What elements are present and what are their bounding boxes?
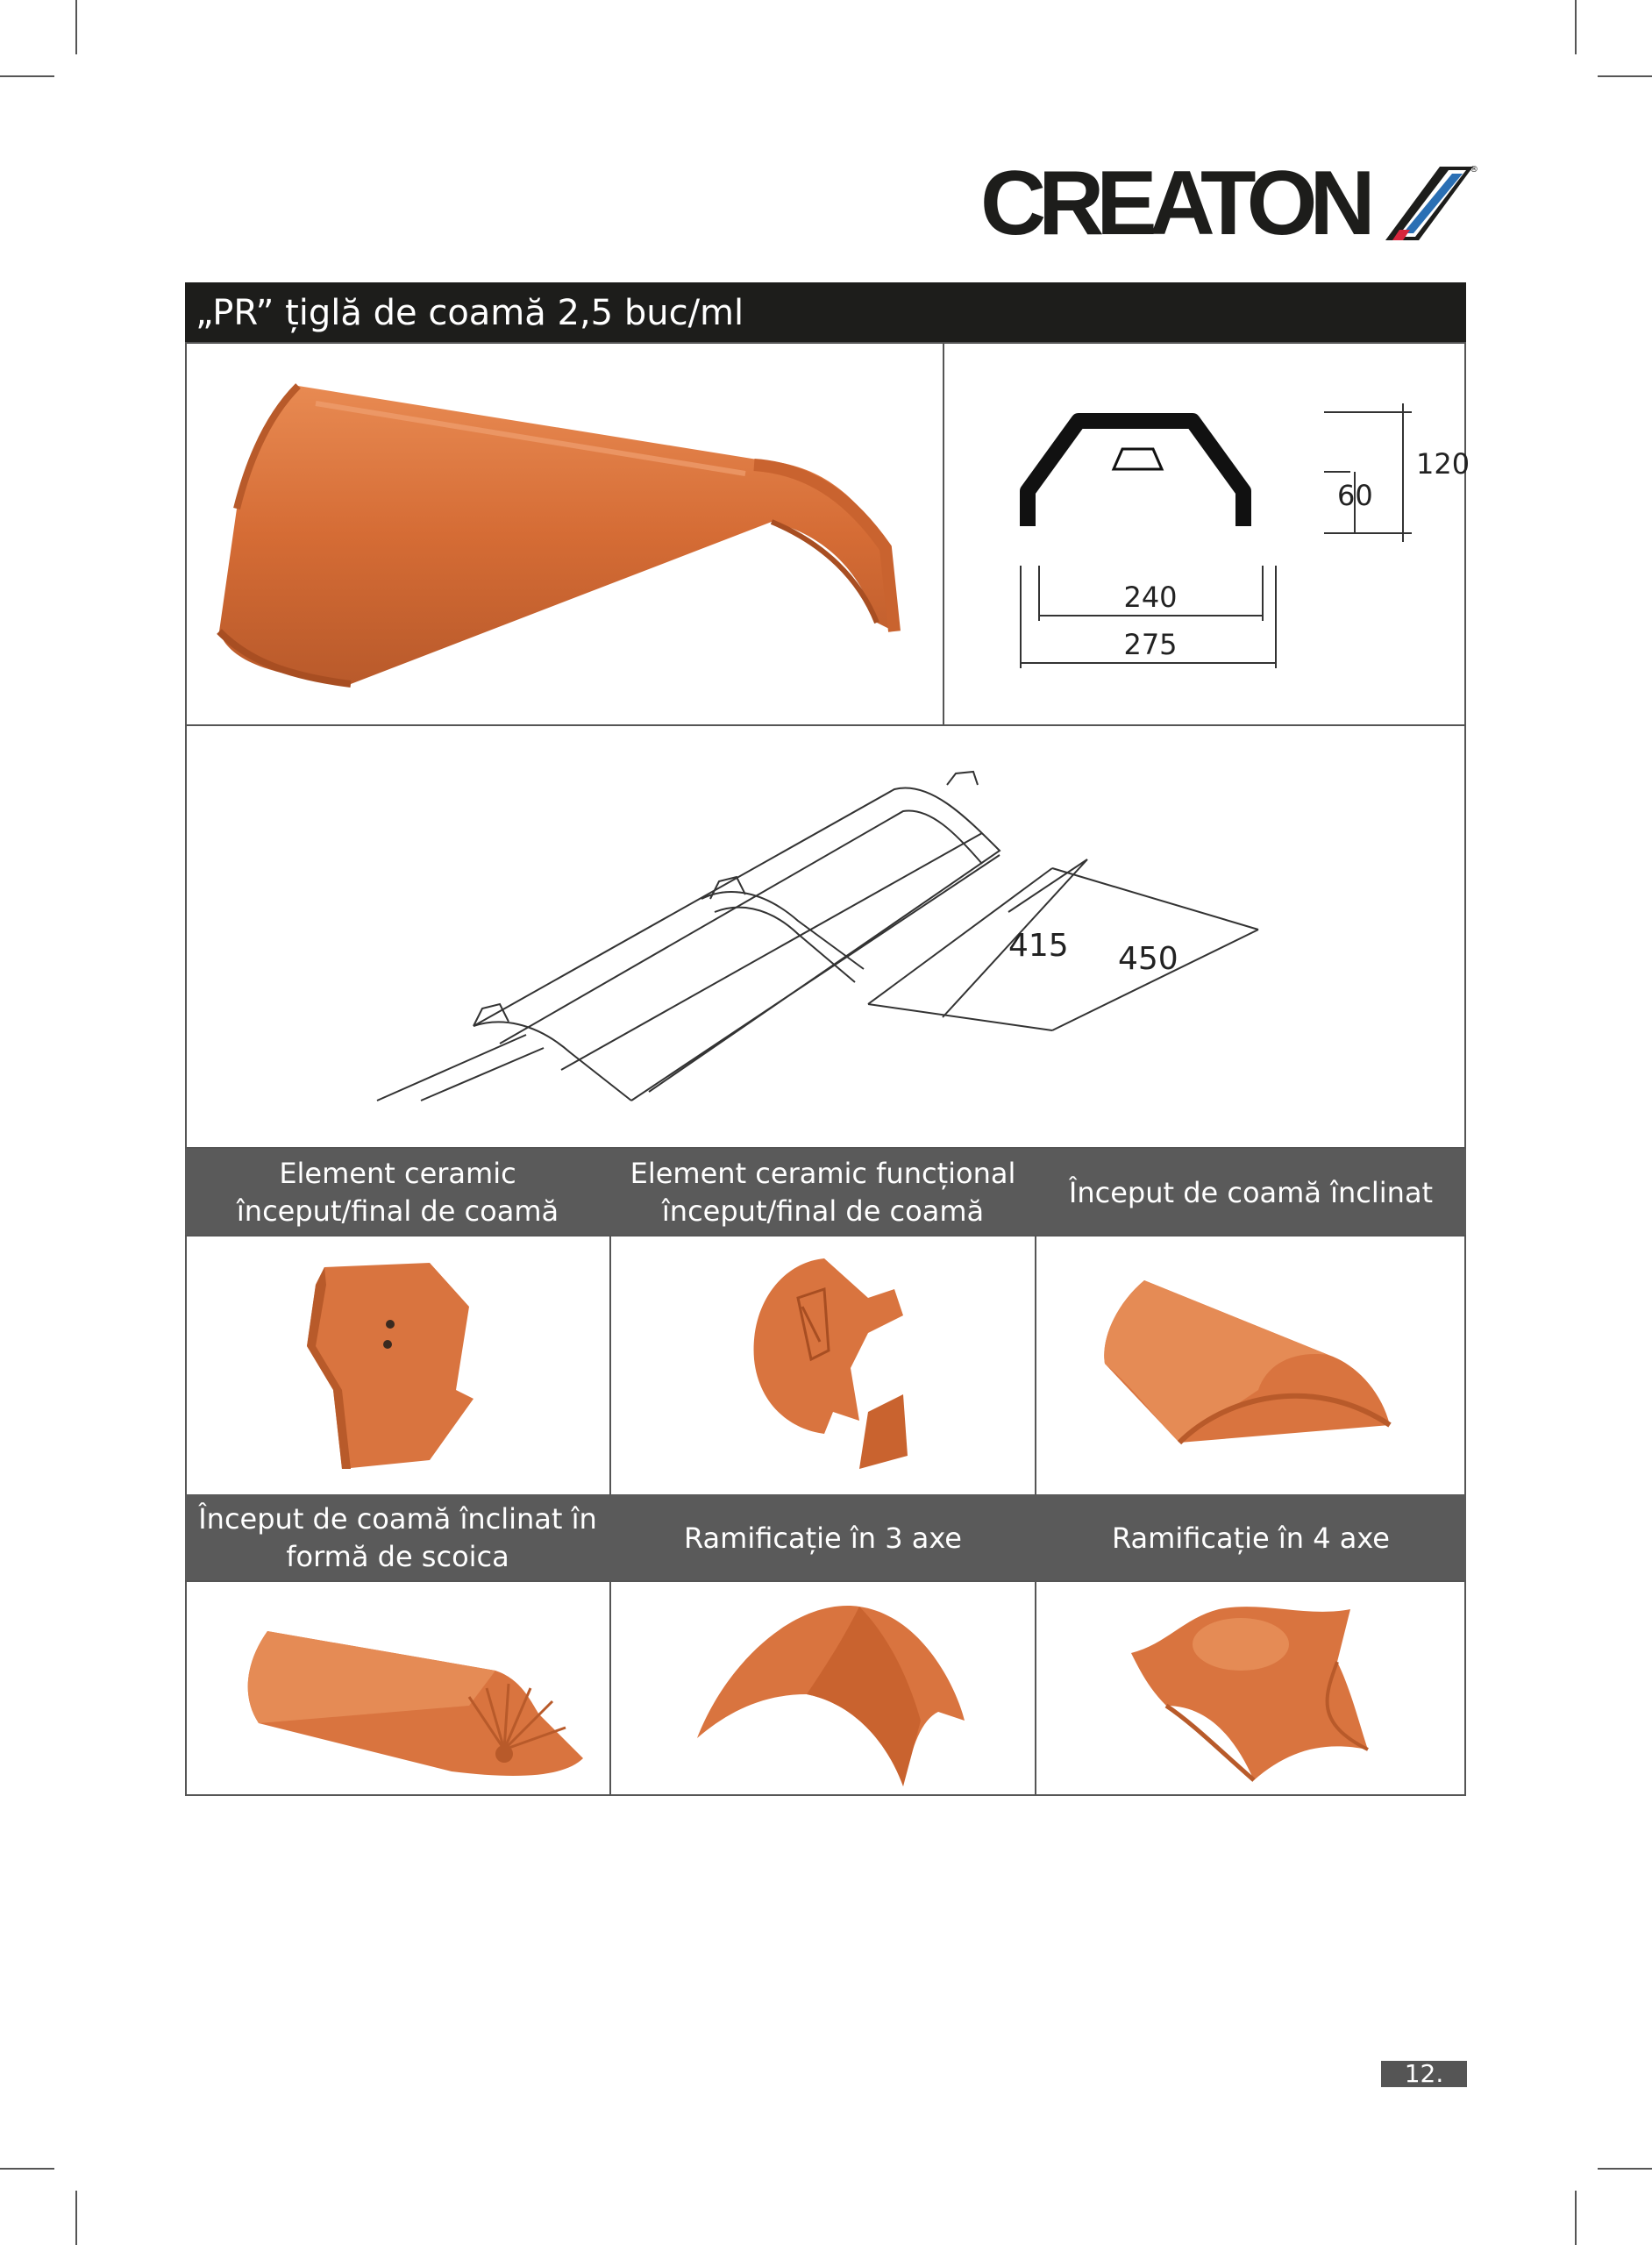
divider xyxy=(943,344,944,724)
variant-label-line: Ramificație în 3 axe xyxy=(684,1521,962,1555)
variant-label xyxy=(1036,1494,1466,1582)
ridge-line-drawing xyxy=(368,772,1289,1122)
divider xyxy=(1035,1582,1036,1794)
ridge-tile-image xyxy=(210,368,912,693)
brand-name: CREATON xyxy=(980,153,1368,254)
crop-mark xyxy=(75,2191,77,2245)
cover-length-label: 415 xyxy=(1008,928,1069,964)
outer-width-label: 275 xyxy=(1123,628,1178,661)
page-title: „PR” țiglă de coamă 2,5 buc/ml xyxy=(185,282,1466,344)
variant-label-line: formă de scoica xyxy=(286,1540,509,1573)
variant-label-line: început/final de coamă xyxy=(661,1194,985,1228)
profile-drawing xyxy=(965,386,1470,684)
total-length-label: 450 xyxy=(1118,941,1178,977)
height-label: 120 xyxy=(1416,447,1470,481)
three-way-junction-icon xyxy=(693,1589,973,1791)
variant-label xyxy=(1036,1149,1466,1237)
variant-label-line: început/final de coamă xyxy=(236,1194,559,1228)
brand-logo xyxy=(980,153,1478,254)
page-number: 12. xyxy=(1381,2061,1467,2087)
variant-label-line: Element ceramic funcțional xyxy=(630,1157,1016,1190)
functional-end-cap-icon xyxy=(728,1254,938,1482)
inner-width-label: 240 xyxy=(1123,581,1178,614)
crop-mark xyxy=(0,2168,54,2170)
shell-ridge-start-icon xyxy=(232,1618,583,1785)
variant-label xyxy=(185,1494,610,1582)
variant-label-line: Ramificație în 4 axe xyxy=(1112,1521,1390,1555)
crop-mark xyxy=(1575,0,1577,54)
divider xyxy=(609,1582,611,1794)
four-way-junction-icon xyxy=(1114,1592,1377,1793)
crop-mark xyxy=(0,75,54,77)
divider xyxy=(609,1237,611,1494)
creaton-logo-stroke-icon xyxy=(1385,163,1477,244)
variant-label xyxy=(610,1494,1036,1582)
crop-mark xyxy=(1575,2191,1577,2245)
crop-mark xyxy=(1598,75,1652,77)
step-label: 60 xyxy=(1337,479,1373,512)
variant-label-line: Început de coamă înclinat în xyxy=(198,1502,597,1536)
registered-mark: ® xyxy=(1470,165,1478,175)
crop-mark xyxy=(75,0,77,54)
variant-label xyxy=(185,1149,610,1237)
variant-label-line: Element ceramic xyxy=(279,1157,516,1190)
inclined-ridge-start-icon xyxy=(1092,1267,1407,1478)
variant-label xyxy=(610,1149,1036,1237)
variant-label-line: Început de coamă înclinat xyxy=(1068,1175,1434,1209)
crop-mark xyxy=(1598,2168,1652,2170)
divider xyxy=(1035,1237,1036,1494)
ridge-end-cap-icon xyxy=(289,1258,500,1478)
